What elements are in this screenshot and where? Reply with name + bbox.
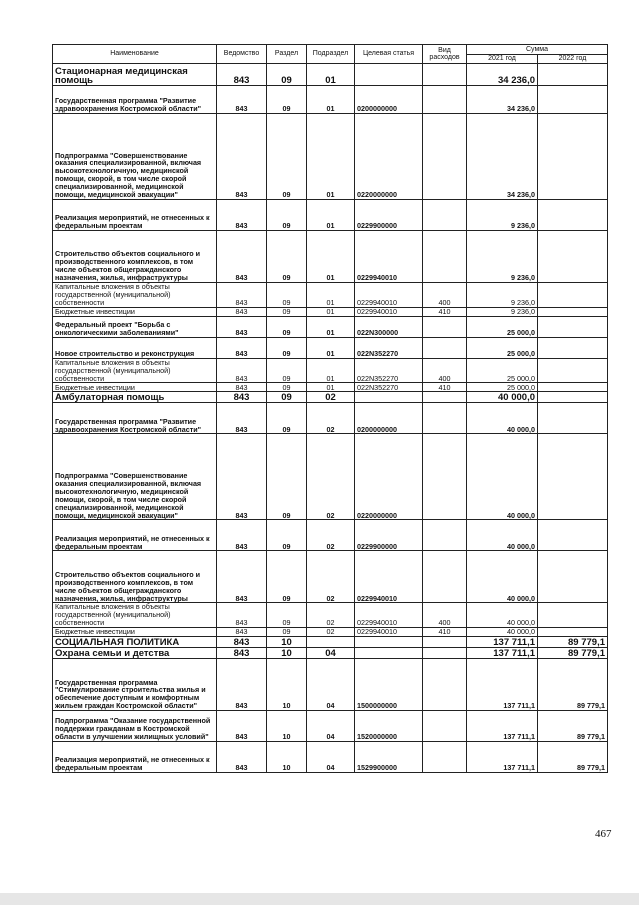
cell-sec: 10 bbox=[267, 637, 307, 648]
cell-v2021: 40 000,0 bbox=[467, 551, 538, 603]
cell-type bbox=[423, 231, 467, 283]
table-row bbox=[53, 114, 608, 200]
cell-dept: 843 bbox=[217, 337, 267, 358]
cell-type: 400 bbox=[423, 603, 467, 628]
table-row bbox=[53, 603, 608, 628]
cell-dept: 843 bbox=[217, 628, 267, 637]
cell-sec: 09 bbox=[267, 283, 307, 308]
cell-type bbox=[423, 742, 467, 773]
table-row bbox=[53, 86, 608, 114]
cell-sub: 01 bbox=[307, 316, 355, 337]
cell-type bbox=[423, 392, 467, 403]
cell-type: 400 bbox=[423, 283, 467, 308]
cell-sec: 10 bbox=[267, 742, 307, 773]
cell-dept: 843 bbox=[217, 114, 267, 200]
table-row bbox=[53, 628, 608, 637]
cell-v2022 bbox=[538, 520, 608, 551]
cell-target: 0229940010 bbox=[355, 628, 423, 637]
cell-v2021: 25 000,0 bbox=[467, 316, 538, 337]
scan-bottom-edge bbox=[0, 893, 639, 905]
cell-v2021: 34 236,0 bbox=[467, 64, 538, 86]
cell-target bbox=[355, 64, 423, 86]
cell-dept: 843 bbox=[217, 64, 267, 86]
table-row bbox=[53, 659, 608, 711]
cell-target: 022N352270 bbox=[355, 337, 423, 358]
cell-v2022 bbox=[538, 434, 608, 520]
cell-target: 1520000000 bbox=[355, 711, 423, 742]
cell-dept: 843 bbox=[217, 392, 267, 403]
cell-v2021: 9 236,0 bbox=[467, 200, 538, 231]
table-row bbox=[53, 551, 608, 603]
table-row bbox=[53, 200, 608, 231]
cell-v2021: 137 711,1 bbox=[467, 711, 538, 742]
cell-dept: 843 bbox=[217, 637, 267, 648]
cell-name: Подпрограмма "Оказание государственной поддержки гражданам в Костромской области в улучшении жилищных условий" bbox=[53, 711, 217, 742]
header-sum: Сумма bbox=[467, 45, 608, 55]
cell-dept: 843 bbox=[217, 86, 267, 114]
cell-sub: 02 bbox=[307, 392, 355, 403]
cell-v2022 bbox=[538, 64, 608, 86]
cell-dept: 843 bbox=[217, 231, 267, 283]
header-name: Наименование bbox=[53, 45, 217, 64]
table-row bbox=[53, 307, 608, 316]
cell-target: 0200000000 bbox=[355, 86, 423, 114]
cell-v2022 bbox=[538, 231, 608, 283]
cell-target: 0229940010 bbox=[355, 551, 423, 603]
cell-v2022 bbox=[538, 86, 608, 114]
cell-sec: 09 bbox=[267, 86, 307, 114]
cell-name: Охрана семьи и детства bbox=[53, 648, 217, 659]
table-row bbox=[53, 337, 608, 358]
cell-v2021: 34 236,0 bbox=[467, 114, 538, 200]
cell-type bbox=[423, 114, 467, 200]
cell-dept: 843 bbox=[217, 434, 267, 520]
cell-dept: 843 bbox=[217, 742, 267, 773]
cell-dept: 843 bbox=[217, 358, 267, 383]
cell-v2021: 9 236,0 bbox=[467, 307, 538, 316]
cell-name: Капитальные вложения в объекты государственной (муниципальной) собственности bbox=[53, 603, 217, 628]
cell-target: 0229940010 bbox=[355, 231, 423, 283]
cell-sec: 09 bbox=[267, 520, 307, 551]
cell-sub: 04 bbox=[307, 659, 355, 711]
cell-sub: 02 bbox=[307, 603, 355, 628]
cell-v2022 bbox=[538, 316, 608, 337]
cell-sub: 01 bbox=[307, 86, 355, 114]
cell-sub: 01 bbox=[307, 114, 355, 200]
cell-sub: 01 bbox=[307, 64, 355, 86]
cell-target: 0200000000 bbox=[355, 403, 423, 434]
cell-v2022 bbox=[538, 628, 608, 637]
cell-sub: 04 bbox=[307, 648, 355, 659]
cell-v2021: 9 236,0 bbox=[467, 231, 538, 283]
cell-sec: 09 bbox=[267, 551, 307, 603]
header-exptype: Вид расходов bbox=[423, 45, 467, 64]
cell-type: 410 bbox=[423, 628, 467, 637]
cell-v2021: 40 000,0 bbox=[467, 520, 538, 551]
table-row bbox=[53, 520, 608, 551]
cell-v2021: 40 000,0 bbox=[467, 392, 538, 403]
cell-sub: 02 bbox=[307, 403, 355, 434]
cell-name: Подпрограмма "Совершенствование оказания специализированной, включая высокотехнологичную, медицинской помощи, скорой, в том числе скорой специализированной, медицинской помощи, медицинской эвакуации" bbox=[53, 434, 217, 520]
cell-v2021: 137 711,1 bbox=[467, 659, 538, 711]
table-row bbox=[53, 64, 608, 86]
cell-target: 0229940010 bbox=[355, 603, 423, 628]
cell-target bbox=[355, 392, 423, 403]
cell-v2022 bbox=[538, 551, 608, 603]
cell-sec: 09 bbox=[267, 200, 307, 231]
cell-v2022 bbox=[538, 200, 608, 231]
cell-sub: 02 bbox=[307, 628, 355, 637]
cell-target: 0229900000 bbox=[355, 520, 423, 551]
cell-sec: 10 bbox=[267, 648, 307, 659]
cell-name: Амбулаторная помощь bbox=[53, 392, 217, 403]
cell-target bbox=[355, 648, 423, 659]
cell-v2022 bbox=[538, 403, 608, 434]
header-target: Целевая статья bbox=[355, 45, 423, 64]
cell-sub: 02 bbox=[307, 520, 355, 551]
cell-name: Новое строительство и реконструкция bbox=[53, 337, 217, 358]
cell-v2022 bbox=[538, 283, 608, 308]
cell-name: Бюджетные инвестиции bbox=[53, 307, 217, 316]
cell-v2022 bbox=[538, 114, 608, 200]
cell-name: Реализация мероприятий, не отнесенных к федеральным проектам bbox=[53, 742, 217, 773]
cell-name: Строительство объектов социального и производственного комплексов, в том числе объектов общегражданского назначения, жилья, инфраструктуры bbox=[53, 231, 217, 283]
cell-v2021: 25 000,0 bbox=[467, 337, 538, 358]
cell-type: 410 bbox=[423, 383, 467, 392]
cell-v2022 bbox=[538, 358, 608, 383]
cell-type bbox=[423, 648, 467, 659]
cell-v2021: 40 000,0 bbox=[467, 434, 538, 520]
cell-v2022: 89 779,1 bbox=[538, 742, 608, 773]
cell-v2022: 89 779,1 bbox=[538, 637, 608, 648]
cell-sec: 09 bbox=[267, 392, 307, 403]
cell-dept: 843 bbox=[217, 383, 267, 392]
cell-sec: 09 bbox=[267, 434, 307, 520]
cell-target: 0229940010 bbox=[355, 283, 423, 308]
cell-type: 410 bbox=[423, 307, 467, 316]
cell-sub: 04 bbox=[307, 742, 355, 773]
cell-v2021: 9 236,0 bbox=[467, 283, 538, 308]
table-row bbox=[53, 392, 608, 403]
cell-v2021: 40 000,0 bbox=[467, 403, 538, 434]
table-body bbox=[53, 64, 608, 773]
cell-target: 0220000000 bbox=[355, 434, 423, 520]
cell-sub: 01 bbox=[307, 307, 355, 316]
cell-target: 022N352270 bbox=[355, 358, 423, 383]
cell-target: 1500000000 bbox=[355, 659, 423, 711]
table-row bbox=[53, 358, 608, 383]
cell-sub: 01 bbox=[307, 337, 355, 358]
cell-v2022: 89 779,1 bbox=[538, 711, 608, 742]
cell-type bbox=[423, 711, 467, 742]
table-row bbox=[53, 648, 608, 659]
cell-target: 0229940010 bbox=[355, 307, 423, 316]
table-row bbox=[53, 434, 608, 520]
cell-name: Бюджетные инвестиции bbox=[53, 628, 217, 637]
cell-sec: 09 bbox=[267, 337, 307, 358]
cell-sub: 01 bbox=[307, 283, 355, 308]
cell-name: Капитальные вложения в объекты государственной (муниципальной) собственности bbox=[53, 358, 217, 383]
table-row bbox=[53, 711, 608, 742]
cell-dept: 843 bbox=[217, 551, 267, 603]
cell-dept: 843 bbox=[217, 283, 267, 308]
table-row bbox=[53, 283, 608, 308]
cell-sec: 09 bbox=[267, 316, 307, 337]
cell-name: Бюджетные инвестиции bbox=[53, 383, 217, 392]
cell-type bbox=[423, 337, 467, 358]
cell-type bbox=[423, 64, 467, 86]
cell-dept: 843 bbox=[217, 603, 267, 628]
cell-target: 0229900000 bbox=[355, 200, 423, 231]
table-row bbox=[53, 231, 608, 283]
cell-sec: 09 bbox=[267, 403, 307, 434]
cell-v2021: 25 000,0 bbox=[467, 358, 538, 383]
cell-type bbox=[423, 200, 467, 231]
cell-target: 1529900000 bbox=[355, 742, 423, 773]
cell-sub: 01 bbox=[307, 231, 355, 283]
cell-type bbox=[423, 316, 467, 337]
cell-name: Государственная программа "Развитие здравоохранения Костромской области" bbox=[53, 86, 217, 114]
cell-sec: 09 bbox=[267, 358, 307, 383]
cell-sub: 02 bbox=[307, 551, 355, 603]
cell-v2022 bbox=[538, 392, 608, 403]
cell-v2022: 89 779,1 bbox=[538, 648, 608, 659]
cell-sec: 09 bbox=[267, 307, 307, 316]
cell-dept: 843 bbox=[217, 403, 267, 434]
cell-target: 022N352270 bbox=[355, 383, 423, 392]
header-dept: Ведомство bbox=[217, 45, 267, 64]
table-row bbox=[53, 316, 608, 337]
cell-name: Реализация мероприятий, не отнесенных к федеральным проектам bbox=[53, 520, 217, 551]
cell-v2022 bbox=[538, 603, 608, 628]
cell-sec: 09 bbox=[267, 603, 307, 628]
cell-name: Строительство объектов социального и производственного комплексов, в том числе объектов общегражданского назначения, жилья, инфраструктуры bbox=[53, 551, 217, 603]
page-number: 467 bbox=[595, 828, 612, 840]
cell-dept: 843 bbox=[217, 648, 267, 659]
cell-type bbox=[423, 551, 467, 603]
cell-name: Стационарная медицинская помощь bbox=[53, 64, 217, 86]
cell-type bbox=[423, 434, 467, 520]
table-row bbox=[53, 383, 608, 392]
cell-name: Подпрограмма "Совершенствование оказания специализированной, включая высокотехнологичную, медицинской помощи, скорой, в том числе скорой специализированной, медицинской помощи, медицинской эвакуации" bbox=[53, 114, 217, 200]
table-row bbox=[53, 742, 608, 773]
header-subsection: Подраздел bbox=[307, 45, 355, 64]
cell-sub bbox=[307, 637, 355, 648]
budget-table-sheet bbox=[52, 44, 607, 773]
cell-v2022 bbox=[538, 307, 608, 316]
cell-v2022: 89 779,1 bbox=[538, 659, 608, 711]
cell-sec: 10 bbox=[267, 659, 307, 711]
cell-dept: 843 bbox=[217, 316, 267, 337]
cell-dept: 843 bbox=[217, 200, 267, 231]
cell-name: Капитальные вложения в объекты государственной (муниципальной) собственности bbox=[53, 283, 217, 308]
cell-v2021: 137 711,1 bbox=[467, 742, 538, 773]
cell-dept: 843 bbox=[217, 711, 267, 742]
cell-sec: 09 bbox=[267, 231, 307, 283]
cell-v2021: 40 000,0 bbox=[467, 603, 538, 628]
header-year-2022: 2022 год bbox=[538, 55, 608, 64]
cell-sec: 09 bbox=[267, 628, 307, 637]
header-section: Раздел bbox=[267, 45, 307, 64]
cell-type bbox=[423, 659, 467, 711]
budget-table bbox=[52, 44, 608, 773]
cell-target: 022N300000 bbox=[355, 316, 423, 337]
cell-dept: 843 bbox=[217, 307, 267, 316]
cell-type bbox=[423, 86, 467, 114]
cell-v2021: 137 711,1 bbox=[467, 648, 538, 659]
cell-dept: 843 bbox=[217, 659, 267, 711]
cell-sub: 01 bbox=[307, 358, 355, 383]
cell-sec: 09 bbox=[267, 64, 307, 86]
cell-sub: 01 bbox=[307, 383, 355, 392]
cell-v2021: 137 711,1 bbox=[467, 637, 538, 648]
cell-dept: 843 bbox=[217, 520, 267, 551]
table-row bbox=[53, 637, 608, 648]
cell-sec: 10 bbox=[267, 711, 307, 742]
cell-sec: 09 bbox=[267, 114, 307, 200]
cell-name: Государственная программа "Стимулирование строительства жилья и обеспечение доступным и комфортным жильем граждан Костромской области" bbox=[53, 659, 217, 711]
cell-name: Государственная программа "Развитие здравоохранения Костромской области" bbox=[53, 403, 217, 434]
cell-v2022 bbox=[538, 383, 608, 392]
cell-sub: 01 bbox=[307, 200, 355, 231]
header-year-2021: 2021 год bbox=[467, 55, 538, 64]
cell-name: Реализация мероприятий, не отнесенных к федеральным проектам bbox=[53, 200, 217, 231]
cell-sub: 02 bbox=[307, 434, 355, 520]
cell-v2021: 25 000,0 bbox=[467, 383, 538, 392]
cell-type bbox=[423, 520, 467, 551]
cell-name: СОЦИАЛЬНАЯ ПОЛИТИКА bbox=[53, 637, 217, 648]
cell-sub: 04 bbox=[307, 711, 355, 742]
cell-target: 0220000000 bbox=[355, 114, 423, 200]
cell-type: 400 bbox=[423, 358, 467, 383]
cell-v2021: 34 236,0 bbox=[467, 86, 538, 114]
cell-type bbox=[423, 637, 467, 648]
cell-v2021: 40 000,0 bbox=[467, 628, 538, 637]
table-row bbox=[53, 403, 608, 434]
cell-target bbox=[355, 637, 423, 648]
cell-sec: 09 bbox=[267, 383, 307, 392]
cell-v2022 bbox=[538, 337, 608, 358]
cell-name: Федеральный проект "Борьба с онкологическими заболеваниями" bbox=[53, 316, 217, 337]
cell-type bbox=[423, 403, 467, 434]
